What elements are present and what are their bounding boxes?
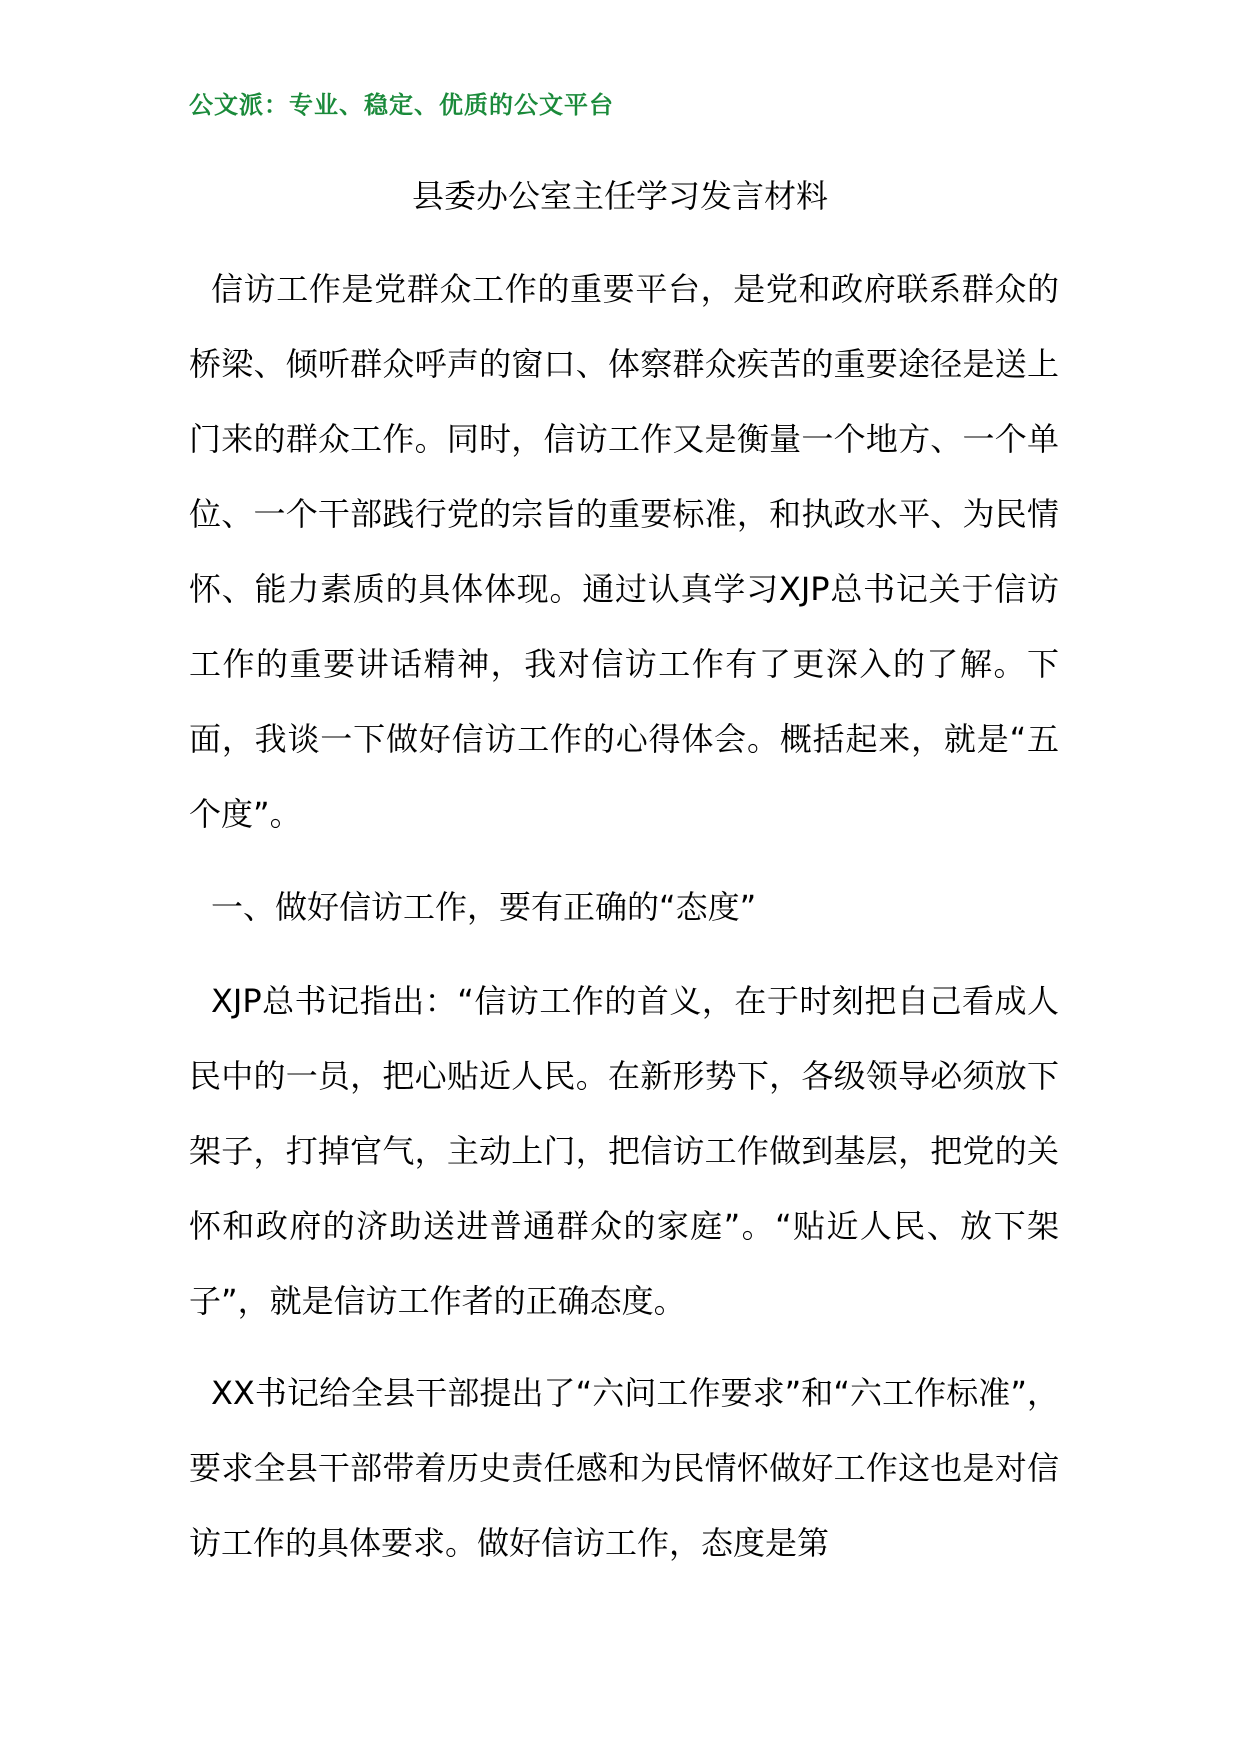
paragraph-requirements: XX书记给全县干部提出了“六问工作要求”和“六工作标准”，要求全县干部带着历史责任感和为民情怀做好工作这也是对信访工作的具体要求。做好信访工作，态度是第 [189,1374,1059,1562]
header-brand-text: 公文派：专业、稳定、优质的公文平台 [189,91,614,119]
section-heading-1: 一、做好信访工作，要有正确的“态度” [211,888,757,926]
page-title: 县委办公室主任学习发言材料 [411,177,828,215]
paragraph-quote: XJP总书记指出：“信访工作的首义，在于时刻把自己看成人民中的一员，把心贴近人民。在新形势下，各级领导必须放下架子，打掉官气，主动上门，把信访工作做到基层，把党的关怀和政府的济助送进普通群众的家庭”。“贴近人民、放下架子”，就是信访工作者的正确态度。 [189,982,1059,1320]
paragraph-intro: 信访工作是党群众工作的重要平台，是党和政府联系群众的桥梁、倾听群众呼声的窗口、体察群众疾苦的重要途径是送上门来的群众工作。同时，信访工作又是衡量一个地方、一个单位、一个干部践行党的宗旨的重要标准，和执政水平、为民情怀、能力素质的具体体现。通过认真学习XJP总书记关于信访工作的重要讲话精神，我对信访工作有了更深入的了解。下面，我谈一下做好信访工作的心得体会。概括起来，就是“五个度”。 [189,270,1059,833]
